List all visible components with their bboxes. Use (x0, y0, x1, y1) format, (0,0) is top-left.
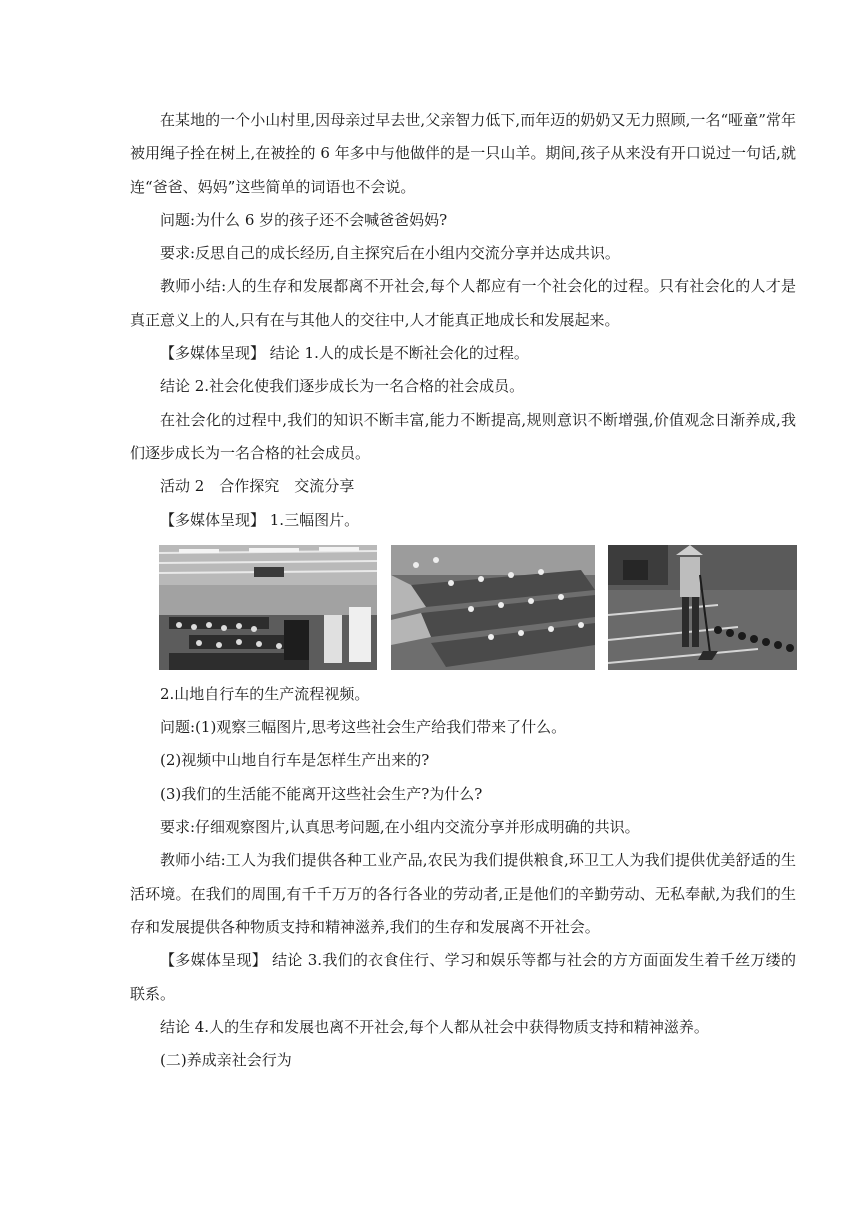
conclusion-4-paragraph: 结论 4.人的生存和发展也离不开社会,每个人都从社会中获得物质支持和精神滋养。 (160, 1017, 709, 1036)
document-page (130, 104, 796, 1077)
question-2-paragraph: (2)视频中山地自行车是怎样生产出来的? (160, 751, 430, 770)
question-paragraph: 问题:为什么 6 岁的孩子还不会喊爸爸妈妈? (160, 210, 448, 229)
conclusion-2-paragraph: 结论 2.社会化使我们逐步成长为一名合格的社会成员。 (160, 377, 525, 396)
requirement-paragraph: 要求:反思自己的成长经历,自主探究后在小组内交流分享并达成共识。 (160, 244, 620, 263)
photo-row (159, 545, 797, 670)
farm-field-workers-photo (391, 545, 595, 670)
teacher-summary-2-paragraph: 教师小结:工人为我们提供各种工业产品,农民为我们提供粮食,环卫工人为我们提供优美舒适的生活环境。在我们的周围,有千千万万的各行各业的劳动者,正是他们的辛勤劳动、无私奉献,为我们的生存和发展提供各种物质支持和精神滋养,我们的生存和发展离不开社会。 (130, 851, 796, 936)
teacher-summary-paragraph: 教师小结:人的生存和发展都离不开社会,每个人都应有一个社会化的过程。只有社会化的人才是真正意义上的人,只有在与其他人的交往中,人才能真正地成长和发展起来。 (130, 277, 796, 329)
multimedia-images-paragraph: 【多媒体呈现】 1.三幅图片。 (160, 510, 360, 529)
activity-2-heading: 活动 2 合作探究 交流分享 (160, 477, 355, 496)
video-paragraph: 2.山地自行车的生产流程视频。 (160, 684, 370, 703)
story-paragraph: 在某地的一个小山村里,因母亲过早去世,父亲智力低下,而年迈的奶奶又无力照顾,一名“哑童”常年被用绳子拴在树上,在被拴的 6 年多中与他做伴的是一只山羊。期间,孩子从来没有开口说过一句话,就连“爸爸、妈妈”这些简单的词语也不会说。 (130, 111, 796, 196)
question-1-paragraph: 问题:(1)观察三幅图片,思考这些社会生产给我们带来了什么。 (160, 718, 567, 737)
conclusion-1-paragraph: 【多媒体呈现】 结论 1.人的成长是不断社会化的过程。 (160, 344, 529, 363)
requirement-2-paragraph: 要求:仔细观察图片,认真思考问题,在小组内交流分享并形成明确的共识。 (160, 818, 640, 837)
question-3-paragraph: (3)我们的生活能不能离开这些社会生产?为什么? (160, 784, 483, 803)
street-sweeper-photo (608, 545, 797, 670)
section-heading-prosocial: (二)养成亲社会行为 (160, 1051, 292, 1070)
socialization-paragraph: 在社会化的过程中,我们的知识不断丰富,能力不断提高,规则意识不断增强,价值观念日渐养成,我们逐步成长为一名合格的社会成员。 (130, 410, 796, 462)
conclusion-3-paragraph: 【多媒体呈现】 结论 3.我们的衣食住行、学习和娱乐等都与社会的方方面面发生着千丝万缕的联系。 (130, 951, 796, 1003)
factory-workers-photo (159, 545, 377, 670)
